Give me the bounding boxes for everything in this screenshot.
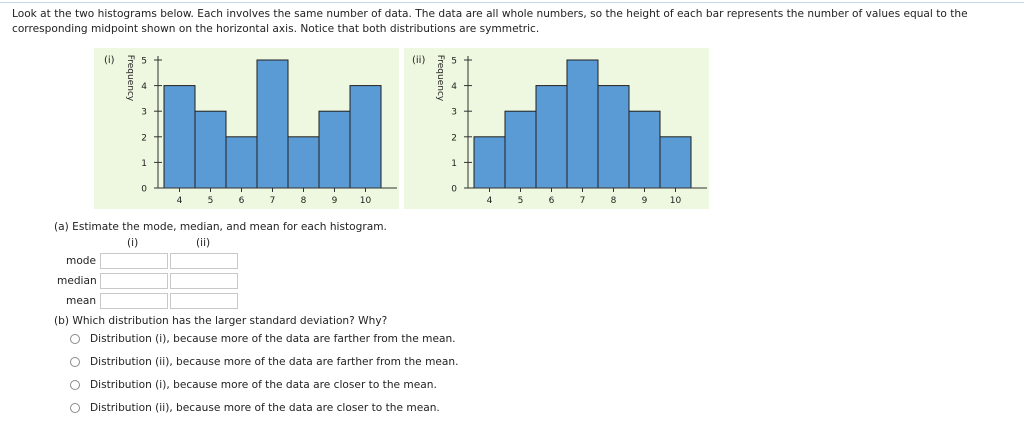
radio-button-icon[interactable] [70,357,80,367]
histogram-bar [598,86,629,188]
histogram-bar [629,111,660,188]
histogram-bar [257,60,288,188]
option-2[interactable] [70,355,458,369]
top-divider [0,2,1024,3]
option-2-label: Distribution (ii), because more of the data are farther from the mean. [90,356,459,368]
x-tick-label: 10 [669,196,682,206]
y-tick-label: 0 [141,184,147,195]
y-tick-label: 1 [451,158,457,169]
histogram-bar [195,111,226,188]
y-tick-label: 5 [141,56,147,67]
y-tick-label: 5 [451,56,457,67]
y-tick-label: 3 [141,107,147,118]
mode-input-ii[interactable] [170,253,238,269]
x-tick-label: 5 [517,196,524,206]
x-tick-label: 9 [331,196,338,206]
x-tick-label: 4 [486,196,493,206]
option-4-label: Distribution (ii), because more of the data are closer to the mean. [90,402,440,414]
histogram-bar [226,137,257,188]
histogram-bar [164,86,195,188]
histogram-ii [404,48,709,209]
x-tick-label: 6 [548,196,555,206]
mean-label: mean [66,295,97,307]
radio-button-icon[interactable] [70,334,80,344]
x-tick-label: 6 [238,196,245,206]
histogram-bar [474,137,505,188]
radio-button-icon[interactable] [70,380,80,390]
chart-title: (ii) [412,55,426,66]
median-label: median [57,275,97,287]
histogram-svg [404,48,709,209]
intro-text: Look at the two histograms below. Each involves the same number of data. The data are all whole numbers, so the height of each bar represents the number of values equal to the corresponding midpoint shown on the horizontal axis. Notice that both distributions are symmetric. [12,8,968,35]
x-tick-label: 7 [269,196,276,206]
histogram-bar [350,86,381,188]
mode-label: mode [66,255,97,267]
radio-button-icon[interactable] [70,403,80,413]
y-axis-label: Frequency [125,54,135,102]
option-3[interactable] [70,378,437,392]
median-input-i[interactable] [100,273,168,289]
histogram-bar [660,137,691,188]
column-i-header: (i) [127,237,139,249]
part-b-prompt: (b) Which distribution has the larger standard deviation? Why? [54,315,388,327]
histogram-i [94,48,399,209]
x-tick-label: 4 [176,196,183,206]
y-tick-label: 0 [451,184,457,195]
x-tick-label: 10 [359,196,372,206]
histogram-svg [94,48,399,209]
y-tick-label: 2 [141,133,147,144]
mean-input-ii[interactable] [170,293,238,309]
part-a-prompt: (a) Estimate the mode, median, and mean for each histogram. [54,221,387,233]
option-1[interactable] [70,332,456,346]
x-tick-label: 7 [579,196,586,206]
median-input-ii[interactable] [170,273,238,289]
option-4[interactable] [70,401,440,415]
y-tick-label: 4 [141,82,147,93]
column-ii-header: (ii) [196,237,211,249]
y-tick-label: 2 [451,133,457,144]
y-tick-label: 4 [451,82,457,93]
histogram-bar [288,137,319,188]
y-axis-label: Frequency [435,54,445,102]
chart-title: (i) [104,55,115,66]
option-1-label: Distribution (i), because more of the data are farther from the mean. [90,333,456,345]
x-tick-label: 8 [610,196,617,206]
x-tick-label: 9 [641,196,648,206]
histogram-bar [536,86,567,188]
histogram-bar [505,111,536,188]
option-3-label: Distribution (i), because more of the data are closer to the mean. [90,379,437,391]
y-tick-label: 3 [451,107,457,118]
mode-input-i[interactable] [100,253,168,269]
y-tick-label: 1 [141,158,147,169]
mean-input-i[interactable] [100,293,168,309]
histogram-bar [319,111,350,188]
histogram-bar [567,60,598,188]
x-tick-label: 5 [207,196,214,206]
x-tick-label: 8 [300,196,307,206]
